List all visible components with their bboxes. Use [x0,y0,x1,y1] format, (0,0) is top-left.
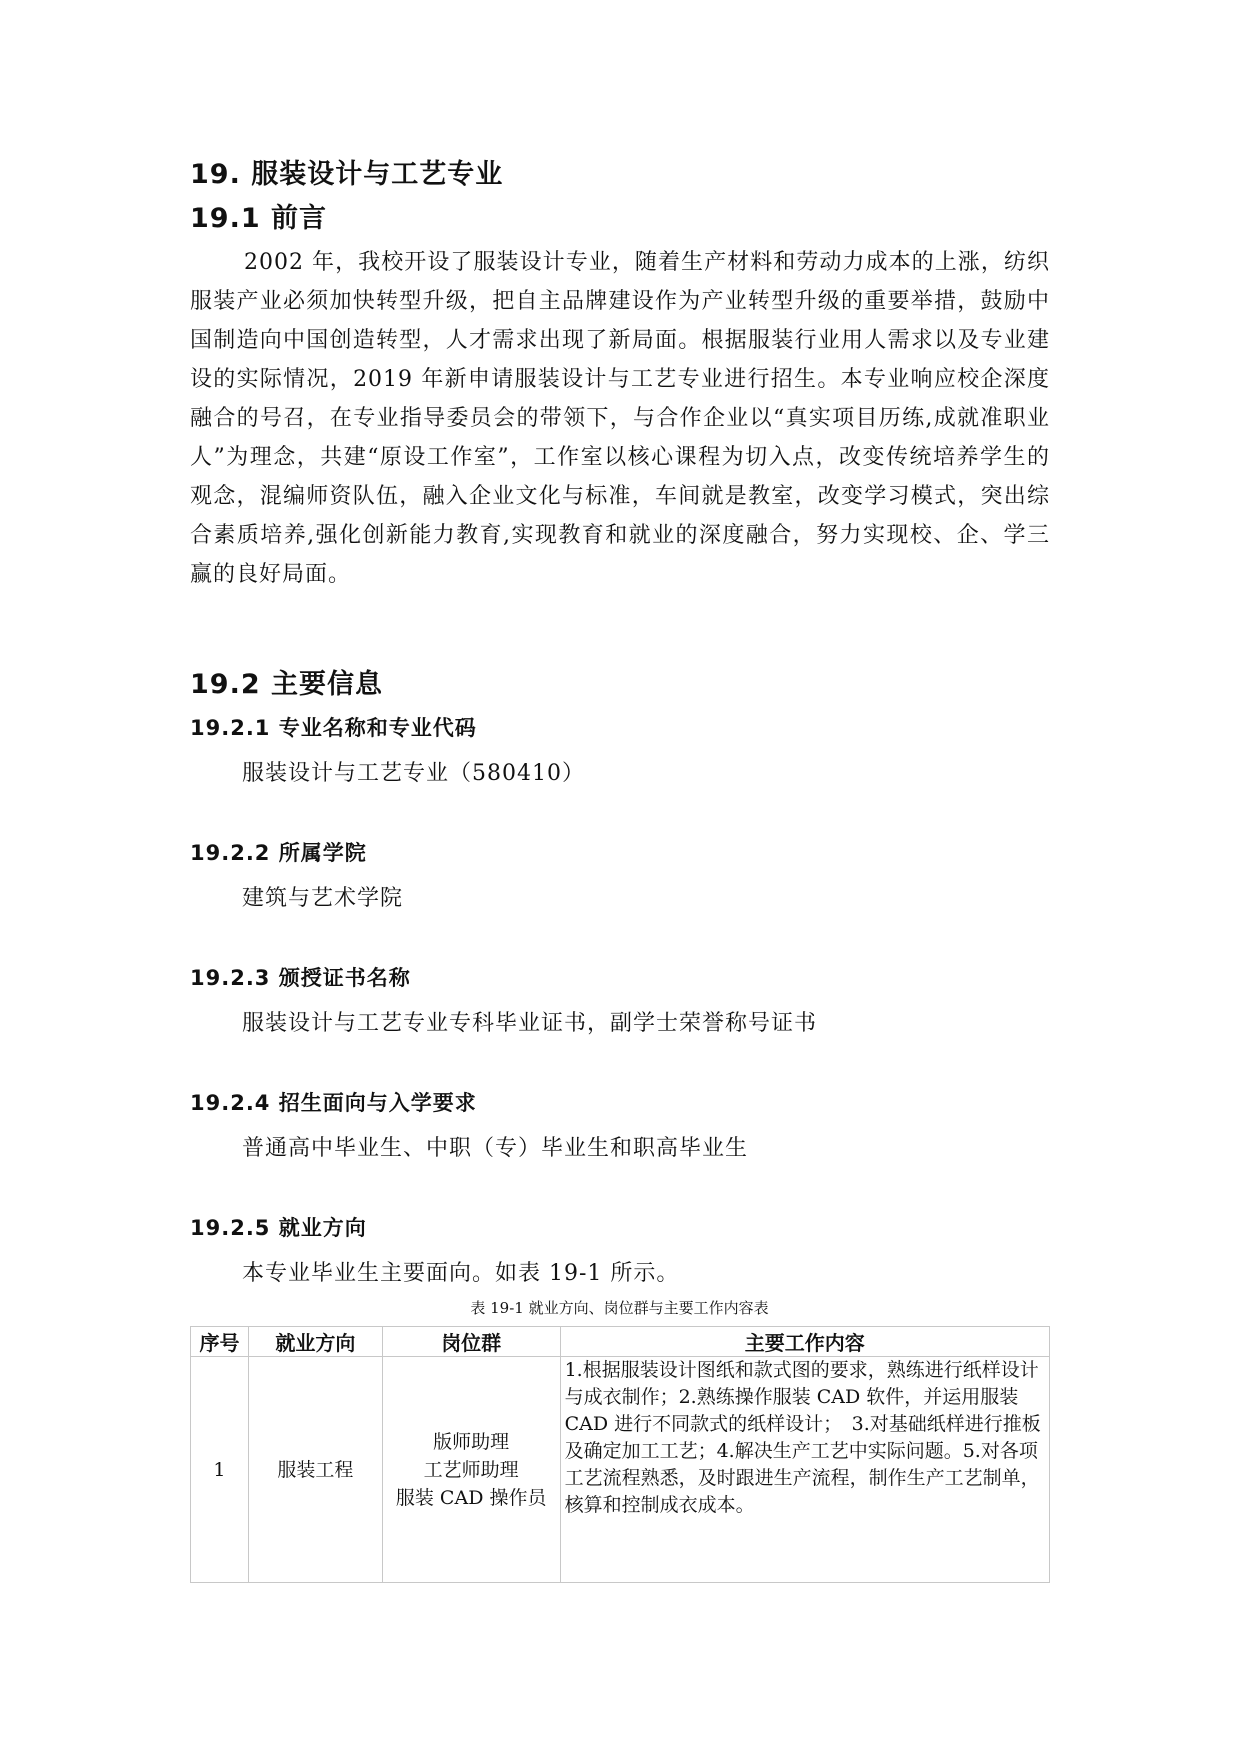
section-title: 19. 服装设计与工艺专业 [190,159,504,190]
major-code-heading: 19.2.1 专业名称和专业代码 [190,716,477,740]
certificate-heading: 19.2.3 颁授证书名称 [190,966,411,990]
preface-paragraph: 2002 年，我校开设了服装设计专业，随着生产材料和劳动力成本的上涨，纺织服装产业必须加快转型升级，把自主品牌建设作为产业转型升级的重要举措，鼓励中国制造向中国创造转型，人才需求出现了新局面。根据服装行业用人需求以及专业建设的实际情况，2019 年新申请服装设计与工艺专业进行招生。本专业响应校企深度融合的号召，在专业指导委员会的带领下，与合作企业以“真实项目历练,成就准职业人”为理念，共建“原设工作室”，工作室以核心课程为切入点，改变传统培养学生的观念，混编师资队伍，融入企业文化与标准，车间就是教室，改变学习模式，突出综合素质培养,强化创新能力教育,实现教育和就业的深度融合，努力实现校、企、学三赢的良好局面。 [190,250,1050,587]
employment-table [190,1326,1050,1583]
admission-heading: 19.2.4 招生面向与入学要求 [190,1091,477,1115]
table-header-row [191,1327,1050,1357]
position-item: 服装 CAD 操作员 [395,1486,547,1509]
employment-heading: 19.2.5 就业方向 [190,1216,367,1240]
cell-no: 1 [191,1357,249,1583]
college-heading: 19.2.2 所属学院 [190,841,367,865]
table-caption: 表 19-1 就业方向、岗位群与主要工作内容表 [470,1299,769,1317]
employment-text: 本专业毕业生主要面向。如表 19-1 所示。 [242,1261,680,1286]
college-text: 建筑与艺术学院 [242,886,404,911]
header-positions: 岗位群 [382,1327,560,1357]
position-item: 工艺师助理 [423,1458,519,1481]
position-item: 版师助理 [433,1430,510,1453]
main-info-heading: 19.2 主要信息 [190,669,384,700]
header-content: 主要工作内容 [560,1327,1049,1357]
header-direction: 就业方向 [248,1327,382,1357]
cell-direction: 服装工程 [248,1357,382,1583]
table-row [191,1357,1050,1583]
admission-text: 普通高中毕业生、中职（专）毕业生和职高毕业生 [242,1136,749,1161]
major-code-text: 服装设计与工艺专业（580410） [242,761,585,786]
certificate-text: 服装设计与工艺专业专科毕业证书，副学士荣誉称号证书 [242,1011,818,1036]
header-no: 序号 [191,1327,249,1357]
cell-content: 1.根据服装设计图纸和款式图的要求，熟练进行纸样设计与成衣制作；2.熟练操作服装 CAD 软件，并运用服装 CAD 进行不同款式的纸样设计； 3.对基础纸样进行推板及确定加工工艺；4.解决生产工艺中实际问题。5.对各项工艺流程熟悉，及时跟进生产流程，制作生产工艺制单，核算和控制成衣成本。 [560,1357,1049,1583]
cell-positions [382,1357,560,1583]
preface-heading: 19.1 前言 [190,203,328,234]
